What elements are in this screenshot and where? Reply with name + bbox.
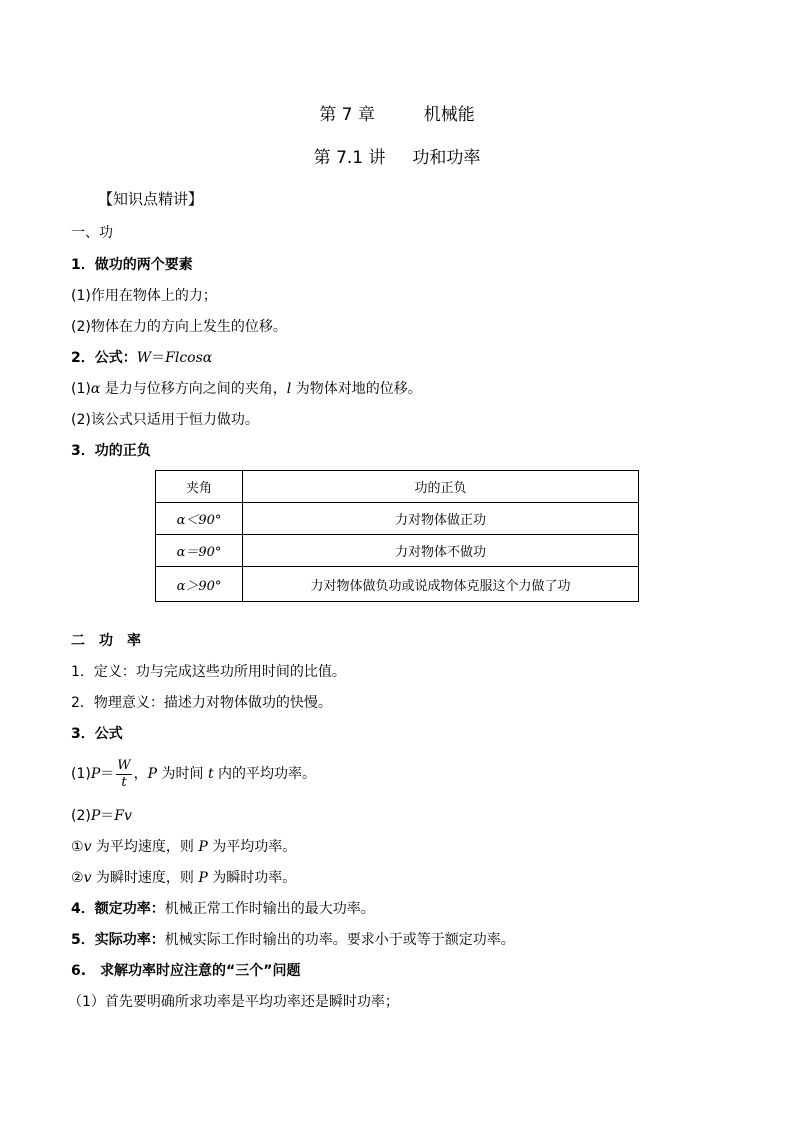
power-case-1 bbox=[71, 838, 296, 856]
symbol-v: v bbox=[83, 839, 92, 855]
symbol-P: P bbox=[90, 808, 101, 824]
actual-power bbox=[71, 931, 515, 949]
symbol-P: P bbox=[147, 766, 158, 782]
knowledge-header: 【知识点精讲】 bbox=[98, 190, 204, 208]
circled-index: ① bbox=[71, 839, 84, 855]
table-cell-angle: α＜90° bbox=[156, 503, 243, 535]
symbol-P: P bbox=[198, 839, 208, 855]
formula-rhs: Fv bbox=[114, 808, 132, 824]
case-text-end: 为瞬时功率。 bbox=[207, 870, 297, 886]
actual-power-label: 5．实际功率： bbox=[71, 932, 165, 948]
table-header-row bbox=[156, 471, 639, 503]
fraction-denominator: t bbox=[121, 774, 127, 790]
table-cell-result: 力对物体不做功 bbox=[243, 535, 639, 567]
lesson-title bbox=[0, 147, 794, 169]
item-index: (1) bbox=[71, 766, 91, 782]
work-heading: 一、功 bbox=[71, 225, 113, 241]
chapter-number: 第 7 章 bbox=[319, 105, 375, 125]
rated-power-text: 机械正常工作时输出的最大功率。 bbox=[164, 901, 375, 917]
note-text: 是力与位移方向之间的夹角， bbox=[100, 381, 287, 397]
work-elements-title: 1．做功的两个要素 bbox=[71, 257, 193, 273]
circled-index: ② bbox=[71, 870, 84, 886]
lesson-name: 功和功率 bbox=[412, 148, 481, 168]
table-row bbox=[156, 503, 639, 535]
fraction-W-over-t bbox=[116, 758, 131, 791]
equals-sign: ＝ bbox=[100, 808, 115, 824]
symbol-P: P bbox=[90, 766, 101, 782]
power-formula-1 bbox=[71, 755, 316, 793]
power-definition: 1．定义：功与完成这些功所用时间的比值。 bbox=[71, 664, 346, 680]
rated-power-label: 4．额定功率： bbox=[71, 901, 165, 917]
symbol-v: v bbox=[83, 870, 92, 886]
power-note-1: （1）首先要明确所求功率是平均功率还是瞬时功率； bbox=[68, 994, 399, 1010]
chapter-name: 机械能 bbox=[423, 105, 475, 125]
work-formula-note-1 bbox=[71, 380, 422, 398]
chapter-title bbox=[0, 104, 794, 126]
table-cell-result: 力对物体做负功或说成物体克服这个力做了功 bbox=[243, 567, 639, 602]
table-cell-angle: α＝90° bbox=[156, 535, 243, 567]
work-sign-table bbox=[155, 470, 639, 602]
work-formula-label: 2．公式： bbox=[71, 350, 137, 366]
symbol-t: t bbox=[207, 766, 214, 782]
power-notes-title: 6. 求解功率时应注意的“三个”问题 bbox=[71, 963, 301, 979]
comma: ， bbox=[133, 766, 148, 782]
work-element-1: (1)作用在物体上的力； bbox=[71, 288, 217, 304]
power-meaning: 2．物理意义：描述力对物体做功的快慢。 bbox=[71, 695, 332, 711]
work-sign-title: 3．功的正负 bbox=[71, 443, 151, 459]
power-formula-title: 3．公式 bbox=[71, 726, 123, 742]
item-index: (2) bbox=[71, 808, 91, 824]
symbol-P: P bbox=[198, 870, 208, 886]
work-formula-line bbox=[71, 349, 212, 367]
work-element-2: (2)物体在力的方向上发生的位移。 bbox=[71, 319, 287, 335]
table-cell-angle: α＞90° bbox=[156, 567, 243, 602]
case-text: 为平均速度，则 bbox=[91, 839, 199, 855]
work-formula-rhs: Flcosα bbox=[165, 350, 213, 366]
symbol-alpha: α bbox=[90, 381, 101, 397]
power-case-2 bbox=[71, 869, 296, 887]
symbol-W: W bbox=[136, 350, 152, 366]
lesson-number: 第 7.1 讲 bbox=[313, 148, 386, 168]
table-cell-result: 力对物体做正功 bbox=[243, 503, 639, 535]
equals-sign: ＝ bbox=[100, 766, 115, 782]
equals-sign: ＝ bbox=[151, 350, 166, 366]
table-row bbox=[156, 567, 639, 602]
formula-text: 为时间 bbox=[157, 766, 208, 782]
formula-text-end: 内的平均功率。 bbox=[213, 766, 317, 782]
power-formula-2 bbox=[71, 807, 132, 825]
rated-power bbox=[71, 900, 375, 918]
table-row bbox=[156, 535, 639, 567]
work-formula-note-2: (2)该公式只适用于恒力做功。 bbox=[71, 412, 259, 428]
symbol-l: l bbox=[286, 381, 292, 397]
case-text: 为瞬时速度，则 bbox=[91, 870, 199, 886]
case-text-end: 为平均功率。 bbox=[207, 839, 297, 855]
table-header-sign: 功的正负 bbox=[243, 471, 639, 503]
power-heading: 二 功 率 bbox=[71, 633, 141, 649]
table-header-angle: 夹角 bbox=[156, 471, 243, 503]
actual-power-text: 机械实际工作时输出的功率。要求小于或等于额定功率。 bbox=[164, 932, 515, 948]
note-text-end: 为物体对地的位移。 bbox=[291, 381, 422, 397]
fraction-numerator: W bbox=[117, 757, 131, 773]
note-index: (1) bbox=[71, 381, 91, 397]
